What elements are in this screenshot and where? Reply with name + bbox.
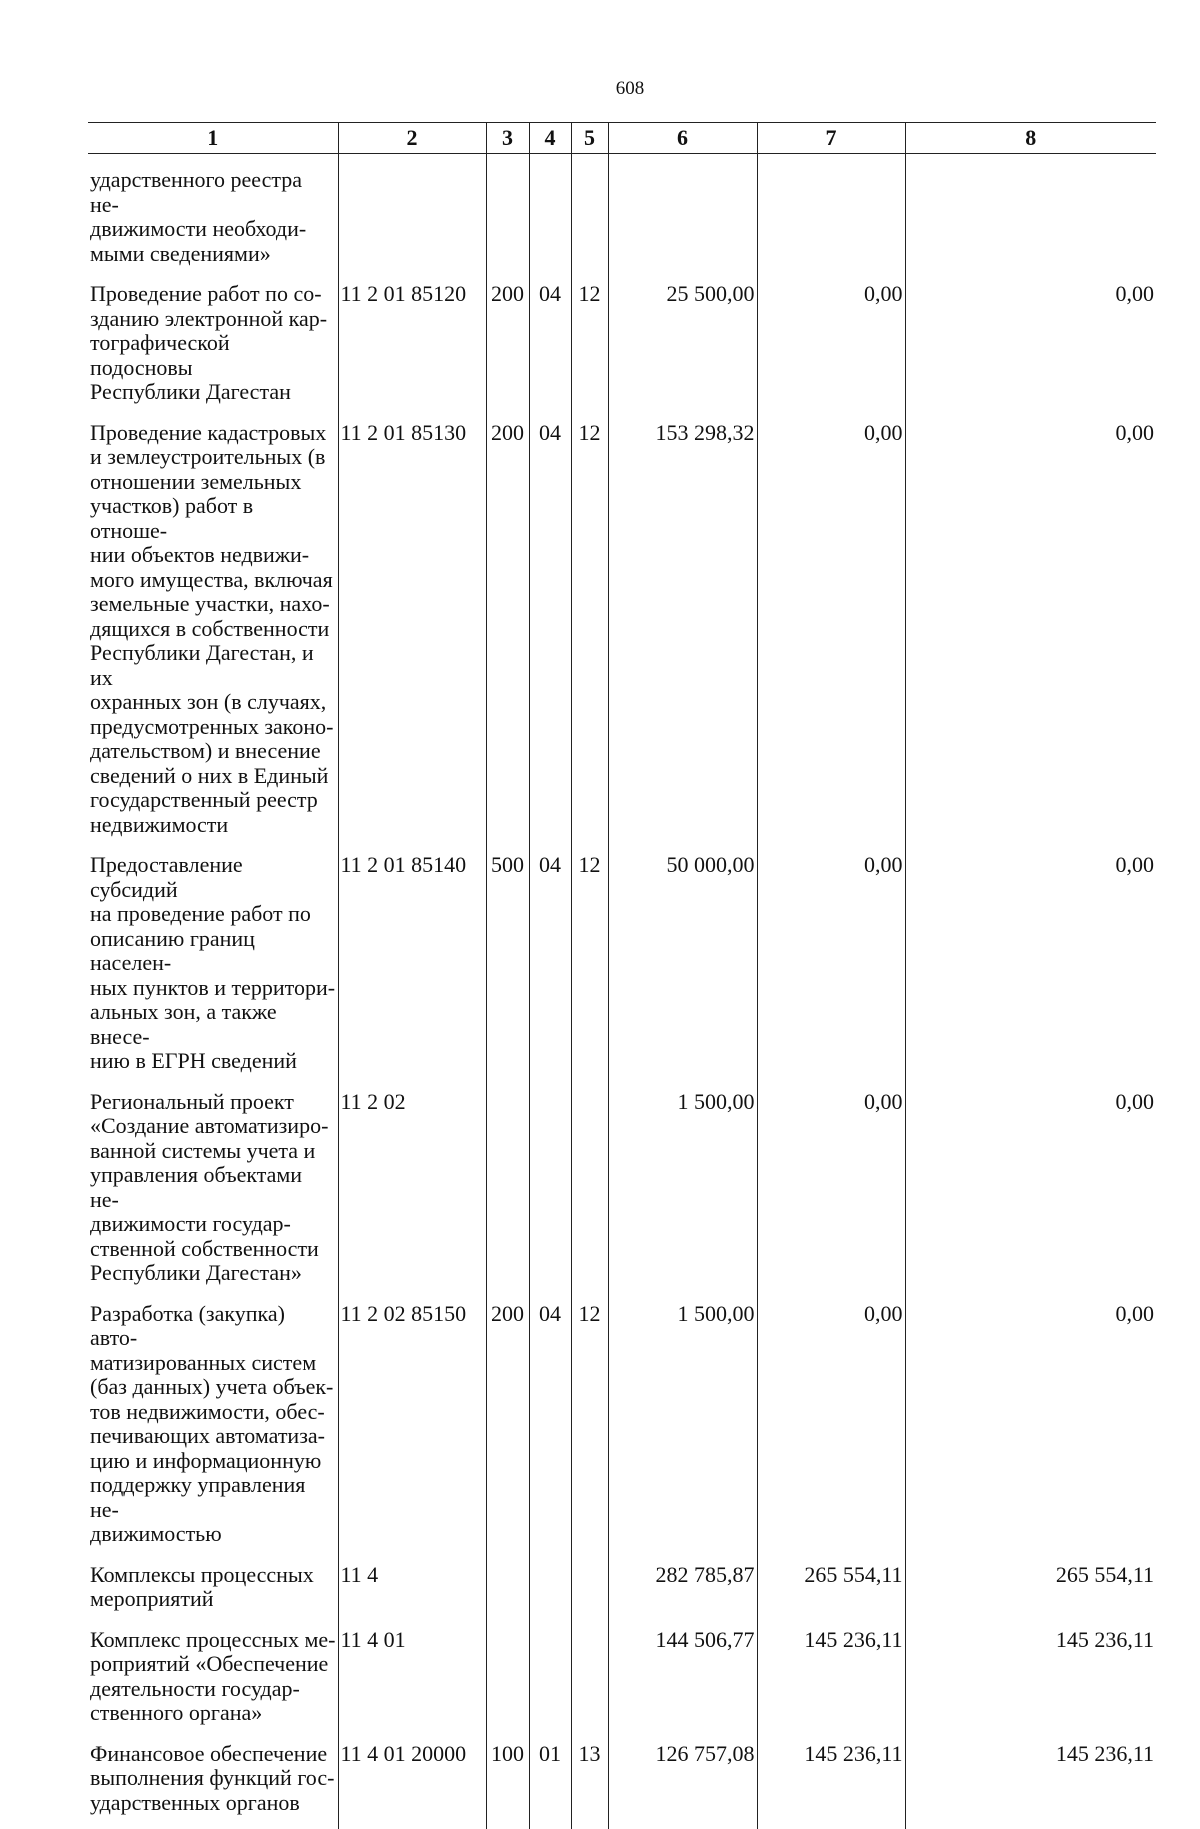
description-line: Финансовое обеспечение — [90, 1742, 336, 1767]
spacer-cell — [486, 837, 529, 853]
row-spacer — [88, 266, 1156, 282]
col3-cell — [486, 1628, 529, 1726]
description-line: ных пунктов и территори- — [90, 976, 336, 1001]
description-line: роприятий «Обеспечение — [90, 1652, 336, 1677]
row-spacer — [88, 1286, 1156, 1302]
col4-cell: 01 — [529, 1742, 571, 1816]
spacer-cell — [338, 1074, 486, 1090]
spacer-cell — [338, 1612, 486, 1628]
spacer-cell — [529, 266, 571, 282]
spacer-cell — [338, 1815, 486, 1829]
col6-value: 144 506,77 — [608, 1628, 757, 1726]
table-row — [88, 1302, 1156, 1547]
spacer-cell — [905, 1815, 1156, 1829]
spacer-cell — [571, 1286, 608, 1302]
col8-value — [905, 154, 1156, 267]
spacer-cell — [757, 1286, 905, 1302]
spacer-cell — [486, 266, 529, 282]
description-line: недвижимости — [90, 813, 336, 838]
col7-value: 145 236,11 — [757, 1628, 905, 1726]
col5-cell: 12 — [571, 853, 608, 1074]
spacer-cell — [608, 1286, 757, 1302]
spacer-cell — [486, 1074, 529, 1090]
spacer-cell — [608, 1726, 757, 1742]
row-description — [88, 853, 338, 1074]
spacer-cell — [757, 837, 905, 853]
table-row — [88, 154, 1156, 267]
spacer-cell — [88, 1286, 338, 1302]
spacer-cell — [88, 1612, 338, 1628]
col5-cell: 12 — [571, 1302, 608, 1547]
col3-cell: 500 — [486, 853, 529, 1074]
table-row — [88, 1628, 1156, 1726]
spacer-cell — [88, 837, 338, 853]
code-cell: 11 4 — [338, 1563, 486, 1612]
spacer-cell — [608, 1612, 757, 1628]
spacer-cell — [608, 1815, 757, 1829]
spacer-cell — [529, 1612, 571, 1628]
spacer-cell — [905, 266, 1156, 282]
col4-cell: 04 — [529, 1302, 571, 1547]
col7-value: 145 236,11 — [757, 1742, 905, 1816]
code-cell: 11 2 02 — [338, 1090, 486, 1286]
table-row — [88, 1563, 1156, 1612]
row-spacer — [88, 1074, 1156, 1090]
col7-value: 0,00 — [757, 282, 905, 405]
col6-value: 126 757,08 — [608, 1742, 757, 1816]
row-description — [88, 282, 338, 405]
spacer-cell — [571, 1612, 608, 1628]
header-col-4: 4 — [529, 123, 571, 154]
description-line: Комплекс процессных ме- — [90, 1628, 336, 1653]
spacer-cell — [338, 1286, 486, 1302]
spacer-cell — [571, 1726, 608, 1742]
description-line: государственный реестр — [90, 788, 336, 813]
row-spacer — [88, 1547, 1156, 1563]
code-cell: 11 2 01 85120 — [338, 282, 486, 405]
description-line: движимости необходи- — [90, 217, 336, 242]
description-line: дящихся в собственности — [90, 617, 336, 642]
description-line: предусмотренных законо- — [90, 715, 336, 740]
header-col-1: 1 — [88, 123, 338, 154]
header-col-7: 7 — [757, 123, 905, 154]
spacer-cell — [608, 837, 757, 853]
col5-cell: 12 — [571, 421, 608, 838]
row-description — [88, 154, 338, 267]
col8-value: 0,00 — [905, 421, 1156, 838]
col3-cell — [486, 1563, 529, 1612]
description-line: на проведение работ по — [90, 902, 336, 927]
table-row — [88, 282, 1156, 405]
spacer-cell — [571, 1547, 608, 1563]
table-body — [88, 154, 1156, 1829]
spacer-cell — [757, 1815, 905, 1829]
col6-value: 1 500,00 — [608, 1090, 757, 1286]
header-col-3: 3 — [486, 123, 529, 154]
table-row — [88, 1742, 1156, 1816]
description-line: мыми сведениями» — [90, 242, 336, 267]
col5-cell — [571, 1563, 608, 1612]
col8-value: 0,00 — [905, 853, 1156, 1074]
row-spacer — [88, 405, 1156, 421]
spacer-cell — [571, 266, 608, 282]
code-cell: 11 2 02 85150 — [338, 1302, 486, 1547]
spacer-cell — [88, 266, 338, 282]
col4-cell: 04 — [529, 282, 571, 405]
spacer-cell — [608, 266, 757, 282]
col4-cell — [529, 154, 571, 267]
spacer-cell — [905, 1286, 1156, 1302]
description-line: ственной собственности — [90, 1237, 336, 1262]
col4-cell: 04 — [529, 421, 571, 838]
col5-cell: 13 — [571, 1742, 608, 1816]
col3-cell: 200 — [486, 421, 529, 838]
description-line: деятельности государ- — [90, 1677, 336, 1702]
row-spacer — [88, 1726, 1156, 1742]
description-line: ванной системы учета и — [90, 1139, 336, 1164]
description-line: Республики Дагестан — [90, 380, 336, 405]
description-line: Республики Дагестан, и их — [90, 641, 336, 690]
description-line: описанию границ населен- — [90, 927, 336, 976]
col6-value: 153 298,32 — [608, 421, 757, 838]
description-line: поддержку управления не- — [90, 1473, 336, 1522]
description-line: ственного органа» — [90, 1701, 336, 1726]
code-cell — [338, 154, 486, 267]
description-line: Разработка (закупка) авто- — [90, 1302, 336, 1351]
col4-cell — [529, 1628, 571, 1726]
spacer-cell — [905, 405, 1156, 421]
spacer-cell — [486, 1547, 529, 1563]
col3-cell: 100 — [486, 1742, 529, 1816]
spacer-cell — [757, 266, 905, 282]
description-line: управления объектами не- — [90, 1163, 336, 1212]
row-description — [88, 1628, 338, 1726]
description-line: нии объектов недвижи- — [90, 543, 336, 568]
description-line: (баз данных) учета объек- — [90, 1375, 336, 1400]
row-spacer — [88, 1815, 1156, 1829]
description-line: выполнения функций гос- — [90, 1766, 336, 1791]
col5-cell: 12 — [571, 282, 608, 405]
spacer-cell — [486, 405, 529, 421]
row-description — [88, 1302, 338, 1547]
spacer-cell — [338, 405, 486, 421]
description-line: Региональный проект — [90, 1090, 336, 1115]
description-line: охранных зон (в случаях, — [90, 690, 336, 715]
col5-cell — [571, 1090, 608, 1286]
table-row — [88, 1090, 1156, 1286]
description-line: Республики Дагестан» — [90, 1261, 336, 1286]
col3-cell: 200 — [486, 1302, 529, 1547]
spacer-cell — [338, 266, 486, 282]
spacer-cell — [905, 1612, 1156, 1628]
description-line: и землеустроительных (в — [90, 445, 336, 470]
description-line: мого имущества, включая — [90, 568, 336, 593]
spacer-cell — [529, 1286, 571, 1302]
spacer-cell — [757, 1074, 905, 1090]
spacer-cell — [571, 1074, 608, 1090]
spacer-cell — [571, 837, 608, 853]
description-line: Проведение работ по со- — [90, 282, 336, 307]
col8-value: 0,00 — [905, 282, 1156, 405]
spacer-cell — [338, 1726, 486, 1742]
spacer-cell — [486, 1612, 529, 1628]
spacer-cell — [529, 837, 571, 853]
description-line: матизированных систем — [90, 1351, 336, 1376]
col7-value: 0,00 — [757, 1090, 905, 1286]
spacer-cell — [608, 1074, 757, 1090]
page-number: 608 — [0, 78, 1200, 100]
description-line: цию и информационную — [90, 1449, 336, 1474]
col7-value: 0,00 — [757, 421, 905, 838]
table-row — [88, 421, 1156, 838]
col7-value: 0,00 — [757, 1302, 905, 1547]
spacer-cell — [905, 1547, 1156, 1563]
description-line: Предоставление субсидий — [90, 853, 336, 902]
spacer-cell — [905, 1074, 1156, 1090]
col8-value: 0,00 — [905, 1302, 1156, 1547]
col7-value: 265 554,11 — [757, 1563, 905, 1612]
col6-value: 282 785,87 — [608, 1563, 757, 1612]
spacer-cell — [338, 1547, 486, 1563]
row-spacer — [88, 1612, 1156, 1628]
header-col-6: 6 — [608, 123, 757, 154]
col3-cell — [486, 1090, 529, 1286]
spacer-cell — [88, 1074, 338, 1090]
row-spacer — [88, 837, 1156, 853]
spacer-cell — [905, 1726, 1156, 1742]
row-description — [88, 1090, 338, 1286]
description-line: отношении земельных — [90, 470, 336, 495]
spacer-cell — [486, 1286, 529, 1302]
description-line: мероприятий — [90, 1587, 336, 1612]
description-line: тографической подосновы — [90, 331, 336, 380]
row-description — [88, 1563, 338, 1612]
spacer-cell — [486, 1726, 529, 1742]
row-description — [88, 421, 338, 838]
description-line: зданию электронной кар- — [90, 307, 336, 332]
description-line: Комплексы процессных — [90, 1563, 336, 1588]
budget-table — [88, 122, 1156, 1829]
spacer-cell — [571, 1815, 608, 1829]
col3-cell: 200 — [486, 282, 529, 405]
col3-cell — [486, 154, 529, 267]
col4-cell — [529, 1563, 571, 1612]
description-line: ударственного реестра не- — [90, 168, 336, 217]
description-line: ударственных органов — [90, 1791, 336, 1816]
spacer-cell — [529, 1547, 571, 1563]
col4-cell: 04 — [529, 853, 571, 1074]
header-col-8: 8 — [905, 123, 1156, 154]
col7-value: 0,00 — [757, 853, 905, 1074]
code-cell: 11 2 01 85130 — [338, 421, 486, 838]
spacer-cell — [529, 1726, 571, 1742]
col7-value — [757, 154, 905, 267]
description-line: движимости государ- — [90, 1212, 336, 1237]
col8-value: 145 236,11 — [905, 1628, 1156, 1726]
description-line: «Создание автоматизиро- — [90, 1114, 336, 1139]
row-description — [88, 1742, 338, 1816]
description-line: сведений о них в Единый — [90, 764, 336, 789]
description-line: участков) работ в отноше- — [90, 494, 336, 543]
code-cell: 11 4 01 — [338, 1628, 486, 1726]
spacer-cell — [88, 1547, 338, 1563]
description-line: земельные участки, нахо- — [90, 592, 336, 617]
spacer-cell — [529, 1074, 571, 1090]
spacer-cell — [757, 1726, 905, 1742]
description-line: движимостью — [90, 1522, 336, 1547]
spacer-cell — [608, 405, 757, 421]
col6-value: 1 500,00 — [608, 1302, 757, 1547]
table-row — [88, 853, 1156, 1074]
header-row — [88, 123, 1156, 154]
col5-cell — [571, 1628, 608, 1726]
col6-value: 25 500,00 — [608, 282, 757, 405]
col6-value: 50 000,00 — [608, 853, 757, 1074]
spacer-cell — [757, 1547, 905, 1563]
description-line: нию в ЕГРН сведений — [90, 1049, 336, 1074]
description-line: печивающих автоматиза- — [90, 1424, 336, 1449]
col5-cell — [571, 154, 608, 267]
spacer-cell — [338, 837, 486, 853]
header-col-5: 5 — [571, 123, 608, 154]
spacer-cell — [757, 405, 905, 421]
spacer-cell — [608, 1547, 757, 1563]
col8-value: 0,00 — [905, 1090, 1156, 1286]
spacer-cell — [905, 837, 1156, 853]
col6-value — [608, 154, 757, 267]
spacer-cell — [88, 1726, 338, 1742]
header-col-2: 2 — [338, 123, 486, 154]
col4-cell — [529, 1090, 571, 1286]
spacer-cell — [529, 1815, 571, 1829]
description-line: дательством) и внесение — [90, 739, 336, 764]
col8-value: 265 554,11 — [905, 1563, 1156, 1612]
spacer-cell — [529, 405, 571, 421]
col8-value: 145 236,11 — [905, 1742, 1156, 1816]
description-line: альных зон, а также внесе- — [90, 1000, 336, 1049]
spacer-cell — [486, 1815, 529, 1829]
spacer-cell — [571, 405, 608, 421]
code-cell: 11 4 01 20000 — [338, 1742, 486, 1816]
spacer-cell — [88, 1815, 338, 1829]
code-cell: 11 2 01 85140 — [338, 853, 486, 1074]
description-line: Проведение кадастровых — [90, 421, 336, 446]
description-line: тов недвижимости, обес- — [90, 1400, 336, 1425]
spacer-cell — [757, 1612, 905, 1628]
spacer-cell — [88, 405, 338, 421]
